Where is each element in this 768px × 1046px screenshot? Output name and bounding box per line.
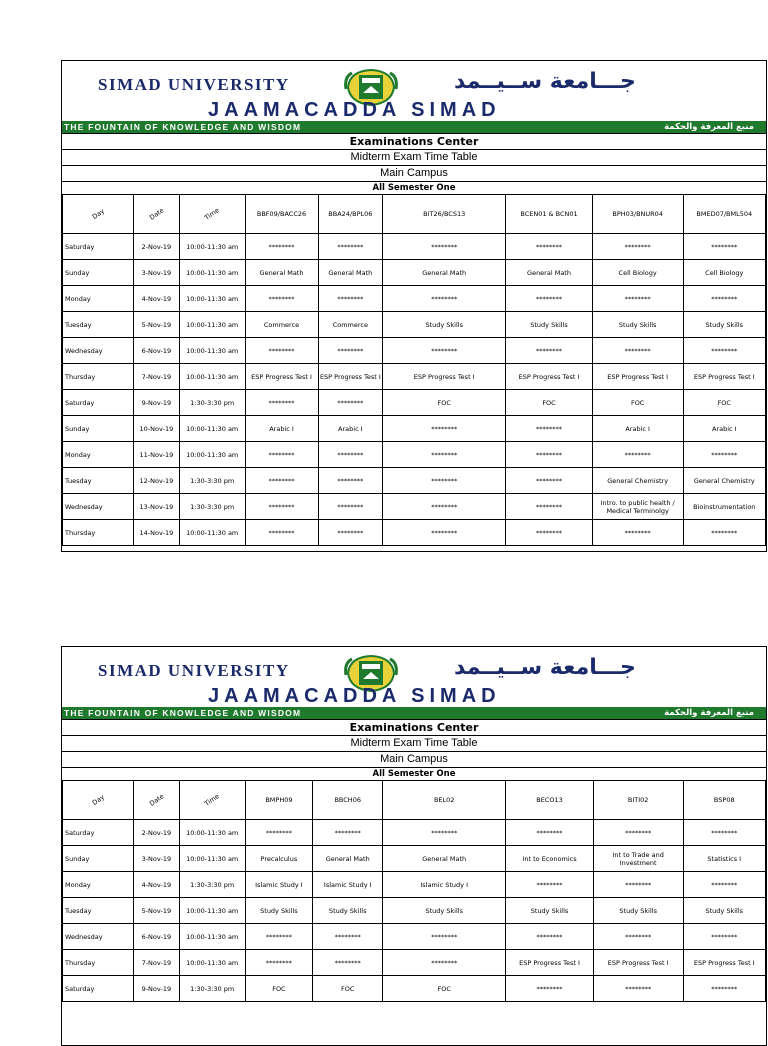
- course-cell: Study Skills: [592, 312, 683, 338]
- day-cell: Monday: [63, 442, 134, 468]
- course-cell: ********: [318, 520, 383, 546]
- course-cell: ********: [593, 820, 683, 846]
- course-cell: ********: [683, 820, 765, 846]
- course-cell: ********: [383, 950, 506, 976]
- course-cell: Study Skills: [506, 312, 593, 338]
- course-cell: Study Skills: [313, 898, 383, 924]
- course-cell: ********: [592, 286, 683, 312]
- course-cell: Study Skills: [383, 312, 506, 338]
- university-name-english: SIMAD UNIVERSITY: [98, 661, 290, 680]
- date-cell: 2-Nov-19: [133, 234, 179, 260]
- university-name-arabic: جـــامعة ســيــمد: [454, 69, 636, 94]
- date-cell: 5-Nov-19: [133, 312, 179, 338]
- university-banner: [62, 647, 766, 707]
- date-cell: 4-Nov-19: [133, 872, 179, 898]
- time-cell: 10:00-11:30 am: [179, 924, 245, 950]
- course-cell: FOC: [506, 390, 593, 416]
- course-cell: ********: [383, 520, 506, 546]
- course-cell: ********: [683, 442, 765, 468]
- course-cell: ********: [245, 950, 313, 976]
- course-cell: Study Skills: [593, 898, 683, 924]
- time-cell: 1:30-3:30 pm: [179, 976, 245, 1002]
- course-cell: Islamic Study I: [383, 872, 506, 898]
- course-cell: ********: [506, 820, 594, 846]
- course-cell: ********: [506, 234, 593, 260]
- course-cell: ********: [506, 338, 593, 364]
- column-header-program: BBCH06: [313, 781, 383, 820]
- day-cell: Monday: [63, 286, 134, 312]
- motto-arabic: منبع المعرفة والحكمة: [664, 708, 754, 718]
- timetable-subtitle: Midterm Exam Time Table: [62, 149, 766, 165]
- course-cell: Arabic I: [592, 416, 683, 442]
- course-cell: General Chemistry: [683, 468, 765, 494]
- table-row: [63, 976, 766, 1002]
- course-cell: ********: [592, 520, 683, 546]
- course-cell: ********: [683, 286, 765, 312]
- course-cell: ********: [318, 494, 383, 520]
- day-cell: Saturday: [63, 820, 134, 846]
- timetable-sheet-2: [61, 646, 767, 1046]
- course-cell: ********: [506, 416, 593, 442]
- course-cell: General Math: [506, 260, 593, 286]
- course-cell: ********: [506, 286, 593, 312]
- column-header-program: BMPH09: [245, 781, 313, 820]
- course-cell: Arabic I: [318, 416, 383, 442]
- course-cell: ESP Progress Test I: [318, 364, 383, 390]
- course-cell: Cell Biology: [683, 260, 765, 286]
- exam-center-title: Examinations Center: [62, 719, 766, 735]
- course-cell: Precalculus: [245, 846, 313, 872]
- date-cell: 5-Nov-19: [133, 898, 179, 924]
- table-row: [63, 364, 766, 390]
- semester-label: All Semester One: [62, 767, 766, 780]
- course-cell: ********: [318, 390, 383, 416]
- table-row: [63, 898, 766, 924]
- table-row: [63, 312, 766, 338]
- exam-timetable-1: [62, 194, 766, 546]
- time-cell: 10:00-11:30 am: [179, 364, 245, 390]
- date-cell: 7-Nov-19: [133, 950, 179, 976]
- course-cell: Statistics I: [683, 846, 765, 872]
- course-cell: ********: [506, 442, 593, 468]
- course-cell: ********: [383, 924, 506, 950]
- table-row: [63, 872, 766, 898]
- course-cell: ********: [245, 338, 318, 364]
- day-cell: Saturday: [63, 234, 134, 260]
- timetable-subtitle: Midterm Exam Time Table: [62, 735, 766, 751]
- course-cell: FOC: [313, 976, 383, 1002]
- course-cell: ********: [506, 872, 594, 898]
- course-cell: Study Skills: [683, 898, 765, 924]
- course-cell: FOC: [383, 976, 506, 1002]
- date-cell: 13-Nov-19: [133, 494, 179, 520]
- timetable-sheet-1: [61, 60, 767, 552]
- course-cell: ********: [683, 520, 765, 546]
- table-row: [63, 820, 766, 846]
- course-cell: ********: [383, 494, 506, 520]
- column-header-date: Date: [133, 195, 179, 234]
- university-name-somali: JAAMACADDA SIMAD: [208, 685, 501, 707]
- column-header-program: BBF09/BACC26: [245, 195, 318, 234]
- course-cell: ********: [683, 234, 765, 260]
- day-cell: Tuesday: [63, 898, 134, 924]
- university-name-somali: JAAMACADDA SIMAD: [208, 99, 501, 121]
- course-cell: ********: [245, 468, 318, 494]
- campus-label: Main Campus: [62, 751, 766, 767]
- day-cell: Saturday: [63, 976, 134, 1002]
- course-cell: Islamic Study I: [245, 872, 313, 898]
- course-cell: ********: [245, 286, 318, 312]
- course-cell: ********: [593, 924, 683, 950]
- time-cell: 10:00-11:30 am: [179, 234, 245, 260]
- course-cell: ********: [313, 820, 383, 846]
- semester-label: All Semester One: [62, 181, 766, 194]
- course-cell: ********: [683, 924, 765, 950]
- column-header-program: BITI02: [593, 781, 683, 820]
- column-header-program: BBA24/BPL06: [318, 195, 383, 234]
- course-cell: ********: [683, 976, 765, 1002]
- time-cell: 10:00-11:30 am: [179, 846, 245, 872]
- course-cell: FOC: [592, 390, 683, 416]
- course-cell: ********: [383, 338, 506, 364]
- course-cell: ESP Progress Test I: [245, 364, 318, 390]
- course-cell: General Math: [383, 846, 506, 872]
- table-row: [63, 338, 766, 364]
- table-row: [63, 286, 766, 312]
- course-cell: ********: [593, 976, 683, 1002]
- university-name-english: SIMAD UNIVERSITY: [98, 75, 290, 94]
- course-cell: ********: [245, 820, 313, 846]
- column-header-program: BIT26/BCS13: [383, 195, 506, 234]
- time-cell: 1:30-3:30 pm: [179, 468, 245, 494]
- course-cell: ESP Progress Test I: [593, 950, 683, 976]
- column-header-time: Time: [179, 195, 245, 234]
- course-cell: ********: [383, 442, 506, 468]
- course-cell: FOC: [683, 390, 765, 416]
- motto-strip: [62, 121, 766, 133]
- day-cell: Wednesday: [63, 494, 134, 520]
- course-cell: ********: [313, 924, 383, 950]
- course-cell: ********: [245, 520, 318, 546]
- day-cell: Sunday: [63, 846, 134, 872]
- exam-timetable-2: [62, 780, 766, 1002]
- course-cell: ********: [592, 442, 683, 468]
- column-header-program: BECO13: [506, 781, 594, 820]
- time-cell: 10:00-11:30 am: [179, 520, 245, 546]
- course-cell: General Math: [313, 846, 383, 872]
- course-cell: ********: [593, 872, 683, 898]
- table-row: [63, 468, 766, 494]
- time-cell: 10:00-11:30 am: [179, 338, 245, 364]
- course-cell: ********: [313, 950, 383, 976]
- course-cell: ********: [506, 468, 593, 494]
- course-cell: ********: [383, 468, 506, 494]
- course-cell: ESP Progress Test I: [506, 364, 593, 390]
- course-cell: ********: [245, 390, 318, 416]
- time-cell: 10:00-11:30 am: [179, 898, 245, 924]
- course-cell: ********: [506, 976, 594, 1002]
- column-header-program: BSP08: [683, 781, 765, 820]
- course-cell: ********: [245, 924, 313, 950]
- course-cell: ESP Progress Test I: [506, 950, 594, 976]
- time-cell: 10:00-11:30 am: [179, 950, 245, 976]
- day-cell: Thursday: [63, 520, 134, 546]
- day-cell: Sunday: [63, 260, 134, 286]
- course-cell: Cell Biology: [592, 260, 683, 286]
- date-cell: 9-Nov-19: [133, 390, 179, 416]
- time-cell: 10:00-11:30 am: [179, 416, 245, 442]
- table-row: [63, 260, 766, 286]
- course-cell: ********: [318, 286, 383, 312]
- course-cell: General Math: [318, 260, 383, 286]
- day-cell: Saturday: [63, 390, 134, 416]
- course-cell: ********: [383, 234, 506, 260]
- course-cell: ********: [245, 234, 318, 260]
- time-cell: 10:00-11:30 am: [179, 312, 245, 338]
- date-cell: 9-Nov-19: [133, 976, 179, 1002]
- course-cell: ESP Progress Test I: [383, 364, 506, 390]
- time-cell: 1:30-3:30 pm: [179, 872, 245, 898]
- time-cell: 1:30-3:30 pm: [179, 390, 245, 416]
- course-cell: ********: [318, 338, 383, 364]
- course-cell: Study Skills: [506, 898, 594, 924]
- column-header-time: Time: [179, 781, 245, 820]
- column-header-program: BCEN01 & BCN01: [506, 195, 593, 234]
- day-cell: Monday: [63, 872, 134, 898]
- course-cell: Commerce: [318, 312, 383, 338]
- course-cell: ********: [245, 442, 318, 468]
- time-cell: 10:00-11:30 am: [179, 260, 245, 286]
- university-banner: [62, 61, 766, 121]
- header-row: [63, 195, 766, 234]
- motto-english: THE FOUNTAIN OF KNOWLEDGE AND WISDOM: [64, 122, 302, 132]
- course-cell: FOC: [383, 390, 506, 416]
- course-cell: General Math: [383, 260, 506, 286]
- day-cell: Sunday: [63, 416, 134, 442]
- course-cell: ********: [318, 442, 383, 468]
- table-row: [63, 520, 766, 546]
- course-cell: Study Skills: [245, 898, 313, 924]
- table-row: [63, 390, 766, 416]
- date-cell: 12-Nov-19: [133, 468, 179, 494]
- time-cell: 10:00-11:30 am: [179, 286, 245, 312]
- column-header-day: Day: [63, 195, 134, 234]
- course-cell: Int to Trade and Investment: [593, 846, 683, 872]
- course-cell: ********: [318, 468, 383, 494]
- motto-arabic: منبع المعرفة والحكمة: [664, 122, 754, 132]
- table-row: [63, 846, 766, 872]
- motto-strip: [62, 707, 766, 719]
- course-cell: ********: [506, 520, 593, 546]
- course-cell: ********: [683, 872, 765, 898]
- day-cell: Tuesday: [63, 312, 134, 338]
- date-cell: 14-Nov-19: [133, 520, 179, 546]
- day-cell: Wednesday: [63, 338, 134, 364]
- course-cell: General Chemistry: [592, 468, 683, 494]
- course-cell: Bioinstrumentation: [683, 494, 765, 520]
- column-header-program: BPH03/BNUR04: [592, 195, 683, 234]
- time-cell: 10:00-11:30 am: [179, 442, 245, 468]
- course-cell: ********: [383, 416, 506, 442]
- course-cell: ********: [245, 494, 318, 520]
- course-cell: Intro. to public health / Medical Terminolgy: [592, 494, 683, 520]
- header-row: [63, 781, 766, 820]
- day-cell: Thursday: [63, 950, 134, 976]
- table-row: [63, 442, 766, 468]
- course-cell: ********: [683, 338, 765, 364]
- course-cell: ESP Progress Test I: [592, 364, 683, 390]
- date-cell: 6-Nov-19: [133, 924, 179, 950]
- course-cell: Study Skills: [683, 312, 765, 338]
- course-cell: Arabic I: [245, 416, 318, 442]
- column-header-day: Day: [63, 781, 134, 820]
- course-cell: Int to Economics: [506, 846, 594, 872]
- campus-label: Main Campus: [62, 165, 766, 181]
- course-cell: ESP Progress Test I: [683, 950, 765, 976]
- course-cell: Study Skills: [383, 898, 506, 924]
- time-cell: 1:30-3:30 pm: [179, 494, 245, 520]
- column-header-program: BEL02: [383, 781, 506, 820]
- column-header-date: Date: [133, 781, 179, 820]
- course-cell: ********: [318, 234, 383, 260]
- course-cell: FOC: [245, 976, 313, 1002]
- course-cell: Islamic Study I: [313, 872, 383, 898]
- course-cell: ********: [506, 494, 593, 520]
- date-cell: 11-Nov-19: [133, 442, 179, 468]
- course-cell: ESP Progress Test I: [683, 364, 765, 390]
- motto-english: THE FOUNTAIN OF KNOWLEDGE AND WISDOM: [64, 708, 302, 718]
- course-cell: ********: [592, 234, 683, 260]
- course-cell: ********: [506, 924, 594, 950]
- date-cell: 4-Nov-19: [133, 286, 179, 312]
- date-cell: 7-Nov-19: [133, 364, 179, 390]
- table-row: [63, 924, 766, 950]
- date-cell: 3-Nov-19: [133, 260, 179, 286]
- time-cell: 10:00-11:30 am: [179, 820, 245, 846]
- date-cell: 6-Nov-19: [133, 338, 179, 364]
- date-cell: 3-Nov-19: [133, 846, 179, 872]
- date-cell: 2-Nov-19: [133, 820, 179, 846]
- course-cell: Commerce: [245, 312, 318, 338]
- course-cell: ********: [383, 820, 506, 846]
- day-cell: Tuesday: [63, 468, 134, 494]
- day-cell: Wednesday: [63, 924, 134, 950]
- course-cell: Arabic I: [683, 416, 765, 442]
- table-row: [63, 416, 766, 442]
- university-name-arabic: جـــامعة ســيــمد: [454, 655, 636, 680]
- course-cell: General Math: [245, 260, 318, 286]
- table-row: [63, 494, 766, 520]
- table-row: [63, 950, 766, 976]
- column-header-program: BMED07/BML504: [683, 195, 765, 234]
- course-cell: ********: [592, 338, 683, 364]
- course-cell: ********: [383, 286, 506, 312]
- table-row: [63, 234, 766, 260]
- date-cell: 10-Nov-19: [133, 416, 179, 442]
- day-cell: Thursday: [63, 364, 134, 390]
- exam-center-title: Examinations Center: [62, 133, 766, 149]
